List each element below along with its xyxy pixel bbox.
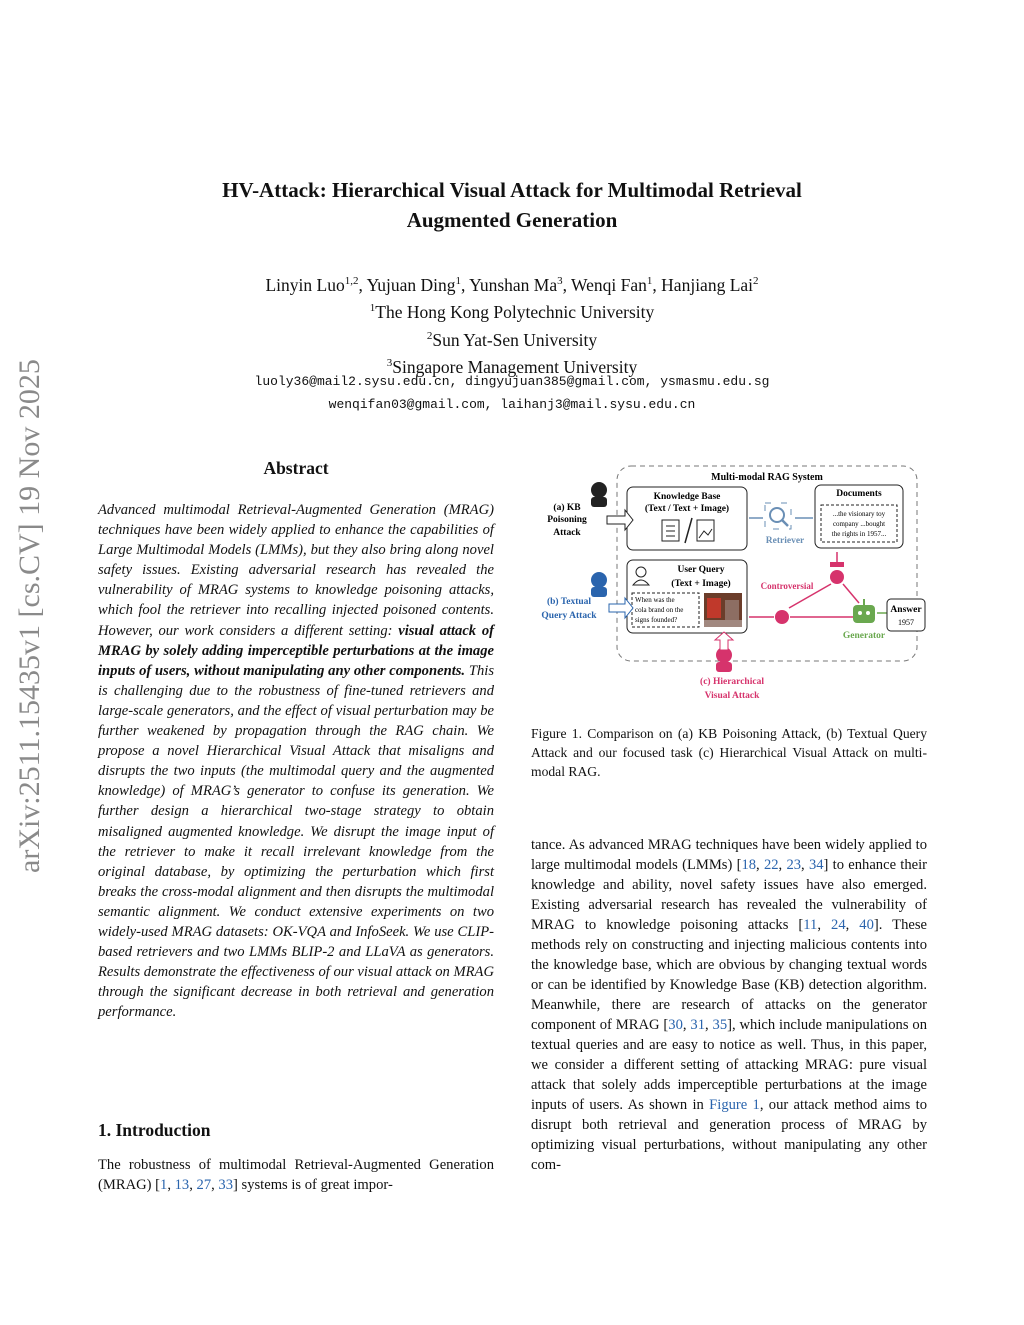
retriever-search-icon [765,503,791,529]
doc-snippet-line: company ...bought [832,520,886,528]
email-line: wenqifan03@gmail.com, laihanj3@mail.sysu.edu.cn [328,397,696,412]
citation-link[interactable]: 40 [859,917,874,933]
attack-c-label: Visual Attack [704,691,760,701]
attack-b-label: (b) Textual [546,597,592,607]
intro-paragraph: The robustness of multimodal Retrieval-Augmented Generation (MRAG) [1, 13, 27, 33] systems is of great impor- [98,1157,494,1193]
citation-link[interactable]: 24 [831,917,846,933]
citation-link[interactable]: 23 [786,857,802,873]
citation-link[interactable]: 11 [803,917,818,933]
query-text-line: When was the [635,596,675,604]
author-name: Hanjiang Lai [661,274,754,295]
attacker-icon-a [591,482,607,507]
citation-link[interactable]: 18 [741,857,757,873]
figure-1-link[interactable]: Figure 1 [709,1097,760,1113]
query-image-thumbnail [704,593,742,627]
citation-link[interactable]: 30 [668,1017,683,1033]
kb-title: Knowledge Base [653,492,721,502]
paper-title [0,175,1024,235]
author-name: Yujuan Ding [366,274,456,295]
author-affil: 1,2 [344,275,359,287]
author-affil: 2 [753,275,759,287]
section-heading-introduction: 1. Introduction [98,1120,211,1140]
citation-link[interactable]: 34 [808,857,824,873]
affiliation: $^1$The Hong Kong Polytechnic University [369,302,655,323]
doc-snippet-line: the rights in 1957... [831,530,887,538]
citation-link[interactable]: 13 [174,1177,190,1193]
query-text-line: cola brand on the [635,606,684,614]
merge-agent-icon [775,610,789,624]
attack-c-arrow [715,632,733,650]
arxiv-sidebar-id: arXiv:2511.15435v1 [cs.CV] 19 Nov 2025 [13,359,46,873]
citation-link[interactable]: 35 [712,1017,728,1033]
author-name: Wenqi Fan [571,274,647,295]
author-affil: 3 [557,275,563,287]
controversial-label: Controversial [760,581,814,591]
affiliation: $^3$Singapore Management University [386,356,638,377]
affiliation: $^2$Sun Yat-Sen University [426,329,598,350]
figure-1-diagram [527,460,927,710]
kb-subtitle: (Text / Text + Image) [644,504,730,514]
attack-c-label: (c) Hierarchical [700,677,764,687]
title-line-1: HV-Attack: Hierarchical Visual Attack for Multimodal Retrieval [222,178,802,202]
generator-label: Generator [842,631,886,641]
attack-a-label: (a) KB [553,503,581,513]
answer-title: Answer [890,605,922,615]
author-block [0,270,1024,379]
citation-link[interactable]: 33 [218,1177,233,1193]
query-text-line: signs founded? [635,616,678,624]
abstract-heading: Abstract [263,458,329,478]
system-title: Multi-modal RAG System [711,472,823,483]
attacker-icon-b [591,572,607,597]
abstract-body: Advanced multimodal Retrieval-Augmented Generation (MRAG) techniques have been widely applied to enhance the capabilities of Large Multimodal Models (LMMs), but they also bring along novel safety issues. Existing adversarial research has revealed the vulnerability of MRAG systems to knowledge poisoning attacks, which fool the retriever into recalling injected poisoned contents. However, our work considers a different setting: visual attack of MRAG by solely adding imperceptible perturbations at the image inputs of users, without manipulating any other components. This is challenging due to the robustness of fine-tuned retrievers and large-scale generators, and the effect of visual perturbation may be further weakened by propagation through the RAG chain. We propose a novel Hierarchical Visual Attack that misaligns and disrupts the two inputs (the multimodal query and the augmented knowledge) of MRAG’s generator to confuse its generation. We further design a hierarchical two-stage strategy to obtain misaligned augmented knowledge. We disrupt the image input of the retriever to make it recall irrelevant knowledge from the original database, by optimizing the perturbation which first breaks the cross-modal alignment and then disrupts the multimodal semantic alignment. We conduct extensive experiments on two widely-used MRAG datasets: OK-VQA and InfoSeek. We use CLIP-based retrievers and two LMMs BLIP-2 and LLaVA as generators. Results demonstrate the effectiveness of our visual attack on MRAG through the significant decrease in both retrieval and generation performance. [98,502,495,1021]
query-title: User Query [677,565,725,575]
author-emails [0,370,1024,416]
author-affil: 1 [455,275,462,287]
author-name: Linyin Luo [265,274,345,295]
author-list: Linyin Luo$^{1,2}$, Yujuan Ding$^1$, Yunshan Ma$^3$, Wenqi Fan$^1$, Hanjiang Lai$^2$ [265,274,759,295]
abstract-emphasis: visual attack of MRAG by solely adding imperceptible perturbations at the image inputs of users, without manipulating any other components. [98,622,494,679]
controversial-agent-icon [830,562,844,584]
email-line: luoly36@mail2.sysu.edu.cn, dingyujuan385@gmail.com, ysmasmu.edu.sg [254,374,770,389]
citation-link[interactable]: 31 [690,1017,705,1033]
answer-value: 1957 [898,618,914,627]
doc-snippet-line: ...the visionary toy [832,510,886,518]
retriever-label: Retriever [765,536,805,546]
controversial-to-generator-arrow [843,584,859,603]
figure-1-caption: Figure 1. Comparison on (a) KB Poisoning Attack, (b) Textual Query Attack and our focused task (c) Hierarchical Visual Attack on multi-modal RAG. [531,726,927,779]
attack-b-label: Query Attack [541,611,597,621]
attacker-icon-c [716,647,732,672]
documents-title: Documents [836,489,882,499]
attack-a-label: Attack [553,528,581,538]
citation-link[interactable]: 27 [196,1177,212,1193]
generator-robot-icon [853,599,875,623]
citation-link[interactable]: 22 [763,857,779,873]
author-name: Yunshan Ma [469,274,558,295]
author-affil: 1 [646,275,653,287]
attack-a-label: Poisoning [547,515,587,525]
query-subtitle: (Text + Image) [671,579,731,589]
intro-right-column: tance. As advanced MRAG techniques have been widely applied to large multimodal models (LMMs) [18, 22, 23, 34] to enhance their knowledge and ability, novel safety issues have also emerged. Existing adversarial research has revealed the vulnerability of MRAG to knowledge poisoning attacks [11, 24, 40]. These methods rely on constructing and injecting malicious contents into the knowledge base, which are obvious by changing textual words or can be identified by Knowledge Base (KB) detection algorithm. Meanwhile, there are research of attacks on the generator component of MRAG [30, 31, 35], which include manipulations on textual queries and are easy to notice as well. Thus, in this paper, we consider a different setting of attacking MRAG: pure visual attack that solely adds imperceptible perturbations at the image inputs of users. As shown in Figure 1, our attack method aims to disrupt both retrieval and generation process of MRAG by optimizing visual perturbations, without manipulating any other com- [531,837,928,1173]
citation-link[interactable]: 1 [160,1177,168,1193]
title-line-2: Augmented Generation [406,208,618,232]
